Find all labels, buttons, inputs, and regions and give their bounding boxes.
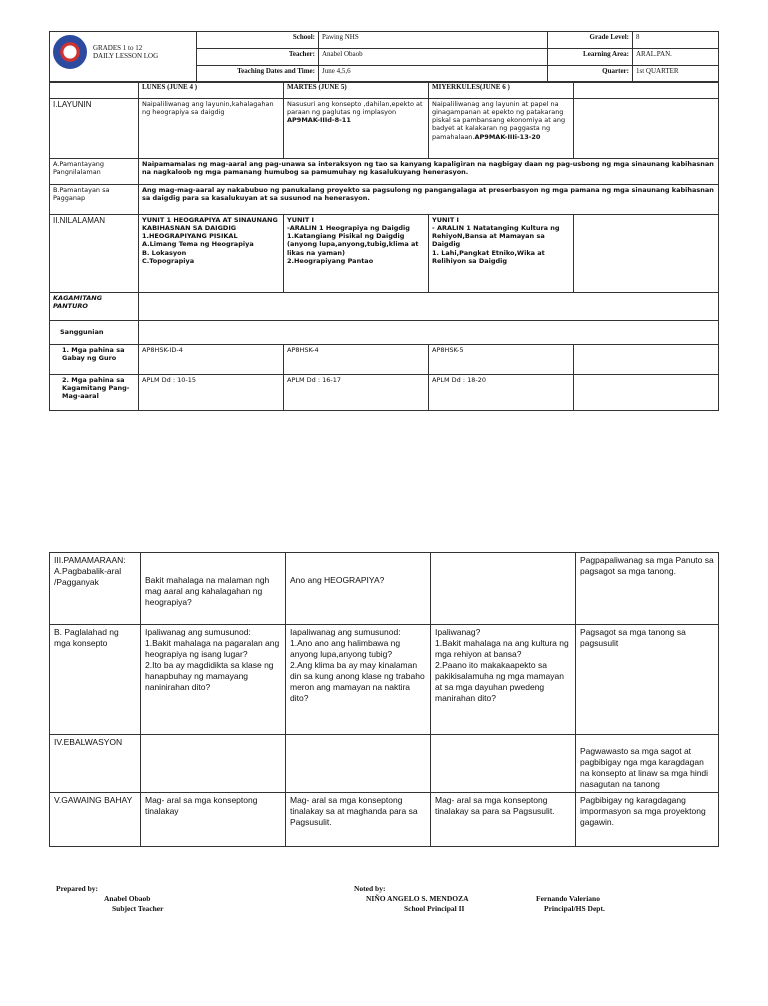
ebalwasyon-tuesday bbox=[286, 735, 431, 793]
grade-value: 8 bbox=[633, 32, 719, 49]
pamamaraan-wednesday bbox=[431, 553, 576, 625]
pamamaraan-extra: Pagpapaliwanag sa mga Panuto sa pagsagot sa mga tanong. bbox=[576, 553, 719, 625]
area-value: ARAL.PAN. bbox=[633, 49, 719, 66]
ebalwasyon-extra: Pagwawasto sa mga sagot at pagbibigay nga mga karagdagan na konsepto at linaw sa mga hindi nasagutan na tanong bbox=[576, 735, 719, 793]
logo-cell bbox=[50, 32, 197, 83]
paglalahad-wednesday: Ipaliwanag? 1.Bakit mahalaga na ang kultura ng mga rehiyon at bansa? 2.Paano ito makakaapekto sa pakikisalamuha ng mga mamayan at sa mga dayuhan pwedeng manirahan dito? bbox=[431, 625, 576, 735]
area-label: Learning Area: bbox=[548, 49, 633, 66]
pamantayang-label: A.Pamantayang Pangnilalaman bbox=[50, 159, 139, 185]
pamamaraan-label: III.PAMAMARAAN: A.Pagbabalik-aral /Pagganyak bbox=[50, 553, 141, 625]
gabay-tuesday: AP8HSK-4 bbox=[284, 345, 429, 375]
nilalaman-tue-line: (anyong lupa,anyong,tubig,klima at likas na yaman) bbox=[287, 240, 419, 257]
nilalaman-label: II.NILALAMAN bbox=[50, 215, 139, 293]
kagamitang-label: KAGAMITANG PANTURO bbox=[50, 293, 139, 321]
layunin-monday bbox=[139, 99, 284, 159]
dates-label: Teaching Dates and Time: bbox=[197, 66, 319, 83]
prepared-title: Subject Teacher bbox=[112, 904, 164, 913]
pamantayang-value: Naipamamalas ng mag-aaral ang pag-unawa sa interaksyon ng tao sa kanyang kapaligiran na nagbigay daan ng pag-usbong ng mga sinaunang kabihasnan na nagkaloob ng mga pamanang humubog sa pamumuhay ng kasalukuyang henerasyon. bbox=[139, 159, 719, 185]
nilalaman-wednesday bbox=[429, 215, 574, 293]
gawain-tuesday: Mag- aral sa mga konseptong tinalakay sa at maghanda para sa Pagsusulit. bbox=[286, 793, 431, 847]
paglalahad-label: B. Paglalahad ng mga konsepto bbox=[50, 625, 141, 735]
nilalaman-monday bbox=[139, 215, 284, 293]
paglalahad-extra: Pagsagot sa mga tanong sa pagsusulit bbox=[576, 625, 719, 735]
ebalwasyon-monday bbox=[141, 735, 286, 793]
teacher-value: Anabel Obaob bbox=[319, 49, 548, 66]
sanggunian-label: Sanggunian bbox=[50, 321, 139, 345]
quarter-label: Quarter: bbox=[548, 66, 633, 83]
prepared-name: Anabel Obaob bbox=[104, 894, 151, 903]
title-line1: GRADES 1 to 12 bbox=[93, 43, 143, 52]
school-label: School: bbox=[197, 32, 319, 49]
paglalahad-tuesday: Iapaliwanag ang sumusunod: 1.Ano ano ang halimbawa ng anyong lupa,anyong tubig? 2.Ang klima ba ay may kinalaman din sa kung anong klase ng trabaho meron ang mamayan na naktira dito? bbox=[286, 625, 431, 735]
pagganap-value: Ang mag-mag-aaral ay nakabubuo ng panukalang proyekto sa pagsulong ng pangangalaga at preserbasyon ng mga pamana ng mga sinaunang kabihasnan sa daigdig para sa kasalukuyan at sa susunod na henerasyon. bbox=[139, 185, 719, 215]
nilalaman-mon-line: C.Topograpiya bbox=[142, 256, 195, 265]
lesson-objectives-table bbox=[49, 81, 719, 411]
prepared-label: Prepared by: bbox=[56, 884, 99, 893]
dates-value: June 4,5,6 bbox=[319, 66, 548, 83]
procedure-table bbox=[49, 552, 719, 847]
layunin-monday-text: Naipaliliwanag ang layunin,kahalagahan ng heograpiya sa daigdig bbox=[142, 100, 274, 117]
kagamitan-wednesday: APLM Dd : 18-20 bbox=[429, 375, 574, 411]
header-table bbox=[49, 31, 719, 83]
nilalaman-wed-line: 1. Lahi,Pangkat Etniko,Wika at Relihiyon sa Daigdig bbox=[432, 248, 545, 265]
paglalahad-monday: Ipaliwanag ang sumusunod: 1.Bakit mahalaga na pagaralan ang heograpiya ng isang lugar? 2.Ito ba ay magdidikta sa klase ng hanapbuhay ng mamayang naninirahan dito? bbox=[141, 625, 286, 735]
gawain-label: V.GAWAING BAHAY bbox=[50, 793, 141, 847]
layunin-tuesday-text: Nasusuri ang konsepto ,dahilan,epekto at paraan ng paglutas ng implasyon bbox=[287, 100, 423, 117]
nilalaman-tue-line: -ARALIN 1 Heograpiya ng Daigdig bbox=[287, 224, 410, 233]
grade-label: Grade Level: bbox=[548, 32, 633, 49]
layunin-wednesday-code: AP9MAK-IIIi-13-20 bbox=[474, 132, 541, 141]
day-header-monday: LUNES (JUNE 4 ) bbox=[139, 82, 284, 99]
nilalaman-mon-line: YUNIT 1 HEOGRAPIYA AT SINAUNANG KABIHASNAN SA DAIGDIG bbox=[142, 216, 278, 233]
nilalaman-wed-line: YUNIT I bbox=[432, 216, 459, 224]
noted-title: School Principal II bbox=[404, 904, 465, 913]
pamamaraan-monday: Bakit mahalaga na malaman ngh mag aaral ang kahalagahan ng heograpiya? bbox=[141, 553, 286, 625]
layunin-wednesday-text: Naipaliliwanag ang layunin at papel na ginagampanan at epekto ng patakarang piskal sa pambansang ekonomiya at ang badyet at kalakaran ng paggasta ng pamahalaan. bbox=[432, 100, 566, 141]
noted-label: Noted by: bbox=[354, 884, 386, 893]
nilalaman-wed-line: - ARALIN 1 Natatanging Kultura ng RehiyoN,Bansa at Mamayan sa Daigdig bbox=[432, 224, 560, 249]
gawain-wednesday: Mag- aral sa mga konseptong tinalakay sa para sa Pagsusulit. bbox=[431, 793, 576, 847]
layunin-wednesday bbox=[429, 99, 574, 159]
title-line2: DAILY LESSON LOG bbox=[93, 52, 159, 60]
nilalaman-tue-line: 2.Heograpiyang Pantao bbox=[287, 256, 374, 265]
nilalaman-mon-line: 1.HEOGRAPIYANG PISIKAL bbox=[142, 232, 238, 241]
third-signatory-name: Fernando Valeriano bbox=[536, 894, 600, 903]
quarter-value: 1st QUARTER bbox=[633, 66, 719, 83]
gabay-monday: AP8HSK-ID-4 bbox=[139, 345, 284, 375]
nilalaman-tuesday bbox=[284, 215, 429, 293]
layunin-label: I.LAYUNIN bbox=[50, 99, 139, 159]
third-signatory-title: Principal/HS Dept. bbox=[544, 904, 605, 913]
ebalwasyon-wednesday bbox=[431, 735, 576, 793]
pagganap-label: B.Pamantayan sa Pagganap bbox=[50, 185, 139, 215]
layunin-tuesday bbox=[284, 99, 429, 159]
gawain-monday: Mag- aral sa mga konseptong tinalakay bbox=[141, 793, 286, 847]
day-header-wednesday: MIYERKULES(JUNE 6 ) bbox=[429, 82, 574, 99]
pamamaraan-tuesday: Ano ang HEOGRAPIYA? bbox=[286, 553, 431, 625]
ebalwasyon-label: IV.EBALWASYON bbox=[50, 735, 141, 793]
layunin-tuesday-code: AP9MAK-IIId-8-11 bbox=[287, 116, 351, 125]
nilalaman-tue-line: 1.Katangiang Pisikal ng Daigdig bbox=[287, 232, 405, 241]
deped-seal-icon bbox=[53, 35, 87, 69]
nilalaman-tue-line: YUNIT I bbox=[287, 216, 314, 224]
nilalaman-mon-line: A.Limang Tema ng Heograpiya bbox=[142, 240, 254, 249]
day-header-tuesday: MARTES (JUNE 5) bbox=[284, 82, 429, 99]
kagamitan-label: 2. Mga pahina sa Kagamitang Pang-Mag-aaral bbox=[50, 375, 139, 411]
nilalaman-mon-line: B. Lokasyon bbox=[142, 248, 187, 257]
gabay-label: 1. Mga pahina sa Gabay ng Guro bbox=[50, 345, 139, 375]
kagamitan-monday: APLM Dd : 10-15 bbox=[139, 375, 284, 411]
noted-name: NIÑO ANGELO S. MENDOZA bbox=[366, 894, 469, 903]
gawain-extra: Pagbibigay ng karagdagang impormasyon sa mga proyektong gagawin. bbox=[576, 793, 719, 847]
gabay-wednesday: AP8HSK-5 bbox=[429, 345, 574, 375]
school-value: Pawing NHS bbox=[319, 32, 548, 49]
kagamitan-tuesday: APLM Dd : 16-17 bbox=[284, 375, 429, 411]
teacher-label: Teacher: bbox=[197, 49, 319, 66]
